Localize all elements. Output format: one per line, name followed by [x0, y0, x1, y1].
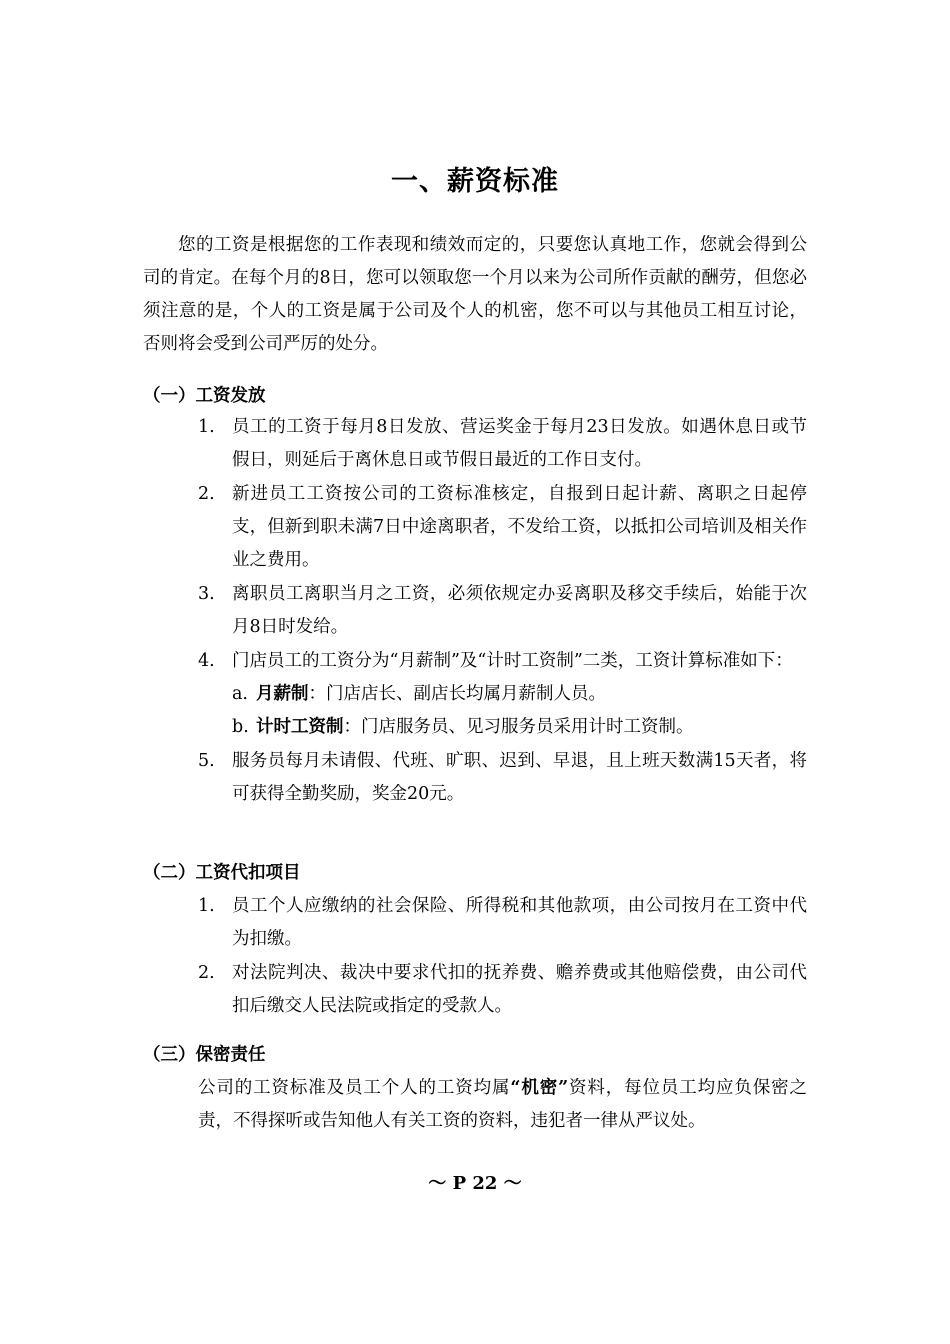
list-item-text: 对法院判决、裁决中要求代扣的抚养费、赡养费或其他赔偿费，由公司代扣后缴交人民法院或指定的受款人。 — [232, 963, 807, 1016]
list-item-number: 5. — [198, 751, 215, 771]
list-item — [198, 745, 807, 811]
list-item-text: 服务员每月未请假、代班、旷职、迟到、早退，且上班天数满15天者，将可获得全勤奖励，奖金20元。 — [232, 751, 807, 804]
intro-paragraph: 您的工资是根据您的工作表现和绩效而定的，只要您认真地工作，您就会得到公司的肯定。在每个月的8日，您可以领取您一个月以来为公司所作贡献的酬劳，但您必须注意的是，个人的工资是属于公司及个人的机密，您不可以与其他员工相互讨论，否则将会受到公司严厉的处分。 — [143, 235, 807, 354]
sub-list-item-content — [256, 678, 606, 711]
list-item — [198, 957, 807, 1023]
confidentiality-keyword: “机密” — [510, 1078, 569, 1098]
salary-deductions-list — [198, 890, 807, 1023]
sub-list-item-text: ：门店店长、副店长均属月薪制人员。 — [308, 684, 606, 704]
section-heading-salary-deductions: （二）工资代扣项目 — [143, 863, 301, 883]
salary-payment-list — [198, 411, 807, 811]
sub-list-item — [198, 678, 807, 711]
list-item — [198, 411, 807, 477]
list-item — [198, 645, 807, 678]
sub-list-item — [198, 711, 807, 744]
confidentiality-text-before: 公司的工资标准及员工个人的工资均属 — [198, 1078, 511, 1098]
section-heading-salary-payment: （一）工资发放 — [143, 386, 266, 406]
sub-list-item-letter: a. — [232, 684, 248, 704]
list-item-text: 新进员工工资按公司的工资标准核定，自报到日起计薪、离职之日起停支，但新到职未满7日中途离职者，不发给工资，以抵扣公司培训及相关作业之费用。 — [232, 484, 807, 570]
list-item-number: 3. — [198, 584, 215, 604]
sub-list-item-letter: b. — [232, 717, 249, 737]
page-title: 一、薪资标准 — [391, 166, 559, 197]
page-number: ～ P 22 ～ — [428, 1173, 522, 1194]
list-item — [198, 578, 807, 644]
list-item-text: 员工的工资于每月8日发放、营运奖金于每月23日发放。如遇休息日或节假日，则延后于离休息日或节假日最近的工作日支付。 — [232, 417, 807, 470]
confidentiality-text-after: 资料，每位员工均应负保密之责，不得探听或告知他人有关工资的资料，违犯者一律从严议处。 — [198, 1078, 808, 1131]
list-item-number: 4. — [198, 651, 215, 671]
sub-list-item-label: 月薪制 — [256, 684, 309, 704]
sub-list-item-text: ：门店服务员、见习服务员采用计时工资制。 — [343, 717, 694, 737]
list-item-number: 2. — [198, 963, 215, 983]
list-item — [198, 890, 807, 956]
sub-list-item-content — [256, 711, 694, 744]
list-item-text: 离职员工离职当月之工资，必须依规定办妥离职及移交手续后，始能于次月8日时发给。 — [232, 584, 807, 637]
section-heading-confidentiality: （三）保密责任 — [143, 1045, 266, 1065]
sub-list-item-label: 计时工资制 — [256, 717, 344, 737]
list-item — [198, 478, 807, 577]
confidentiality-paragraph — [198, 1072, 807, 1138]
list-item-text: 门店员工的工资分为“月薪制”及“计时工资制”二类，工资计算标准如下： — [232, 651, 793, 671]
list-item-text: 员工个人应缴纳的社会保险、所得税和其他款项，由公司按月在工资中代为扣缴。 — [232, 896, 807, 949]
list-item-number: 1. — [198, 417, 215, 437]
list-item-number: 2. — [198, 484, 215, 504]
list-item-number: 1. — [198, 896, 215, 916]
